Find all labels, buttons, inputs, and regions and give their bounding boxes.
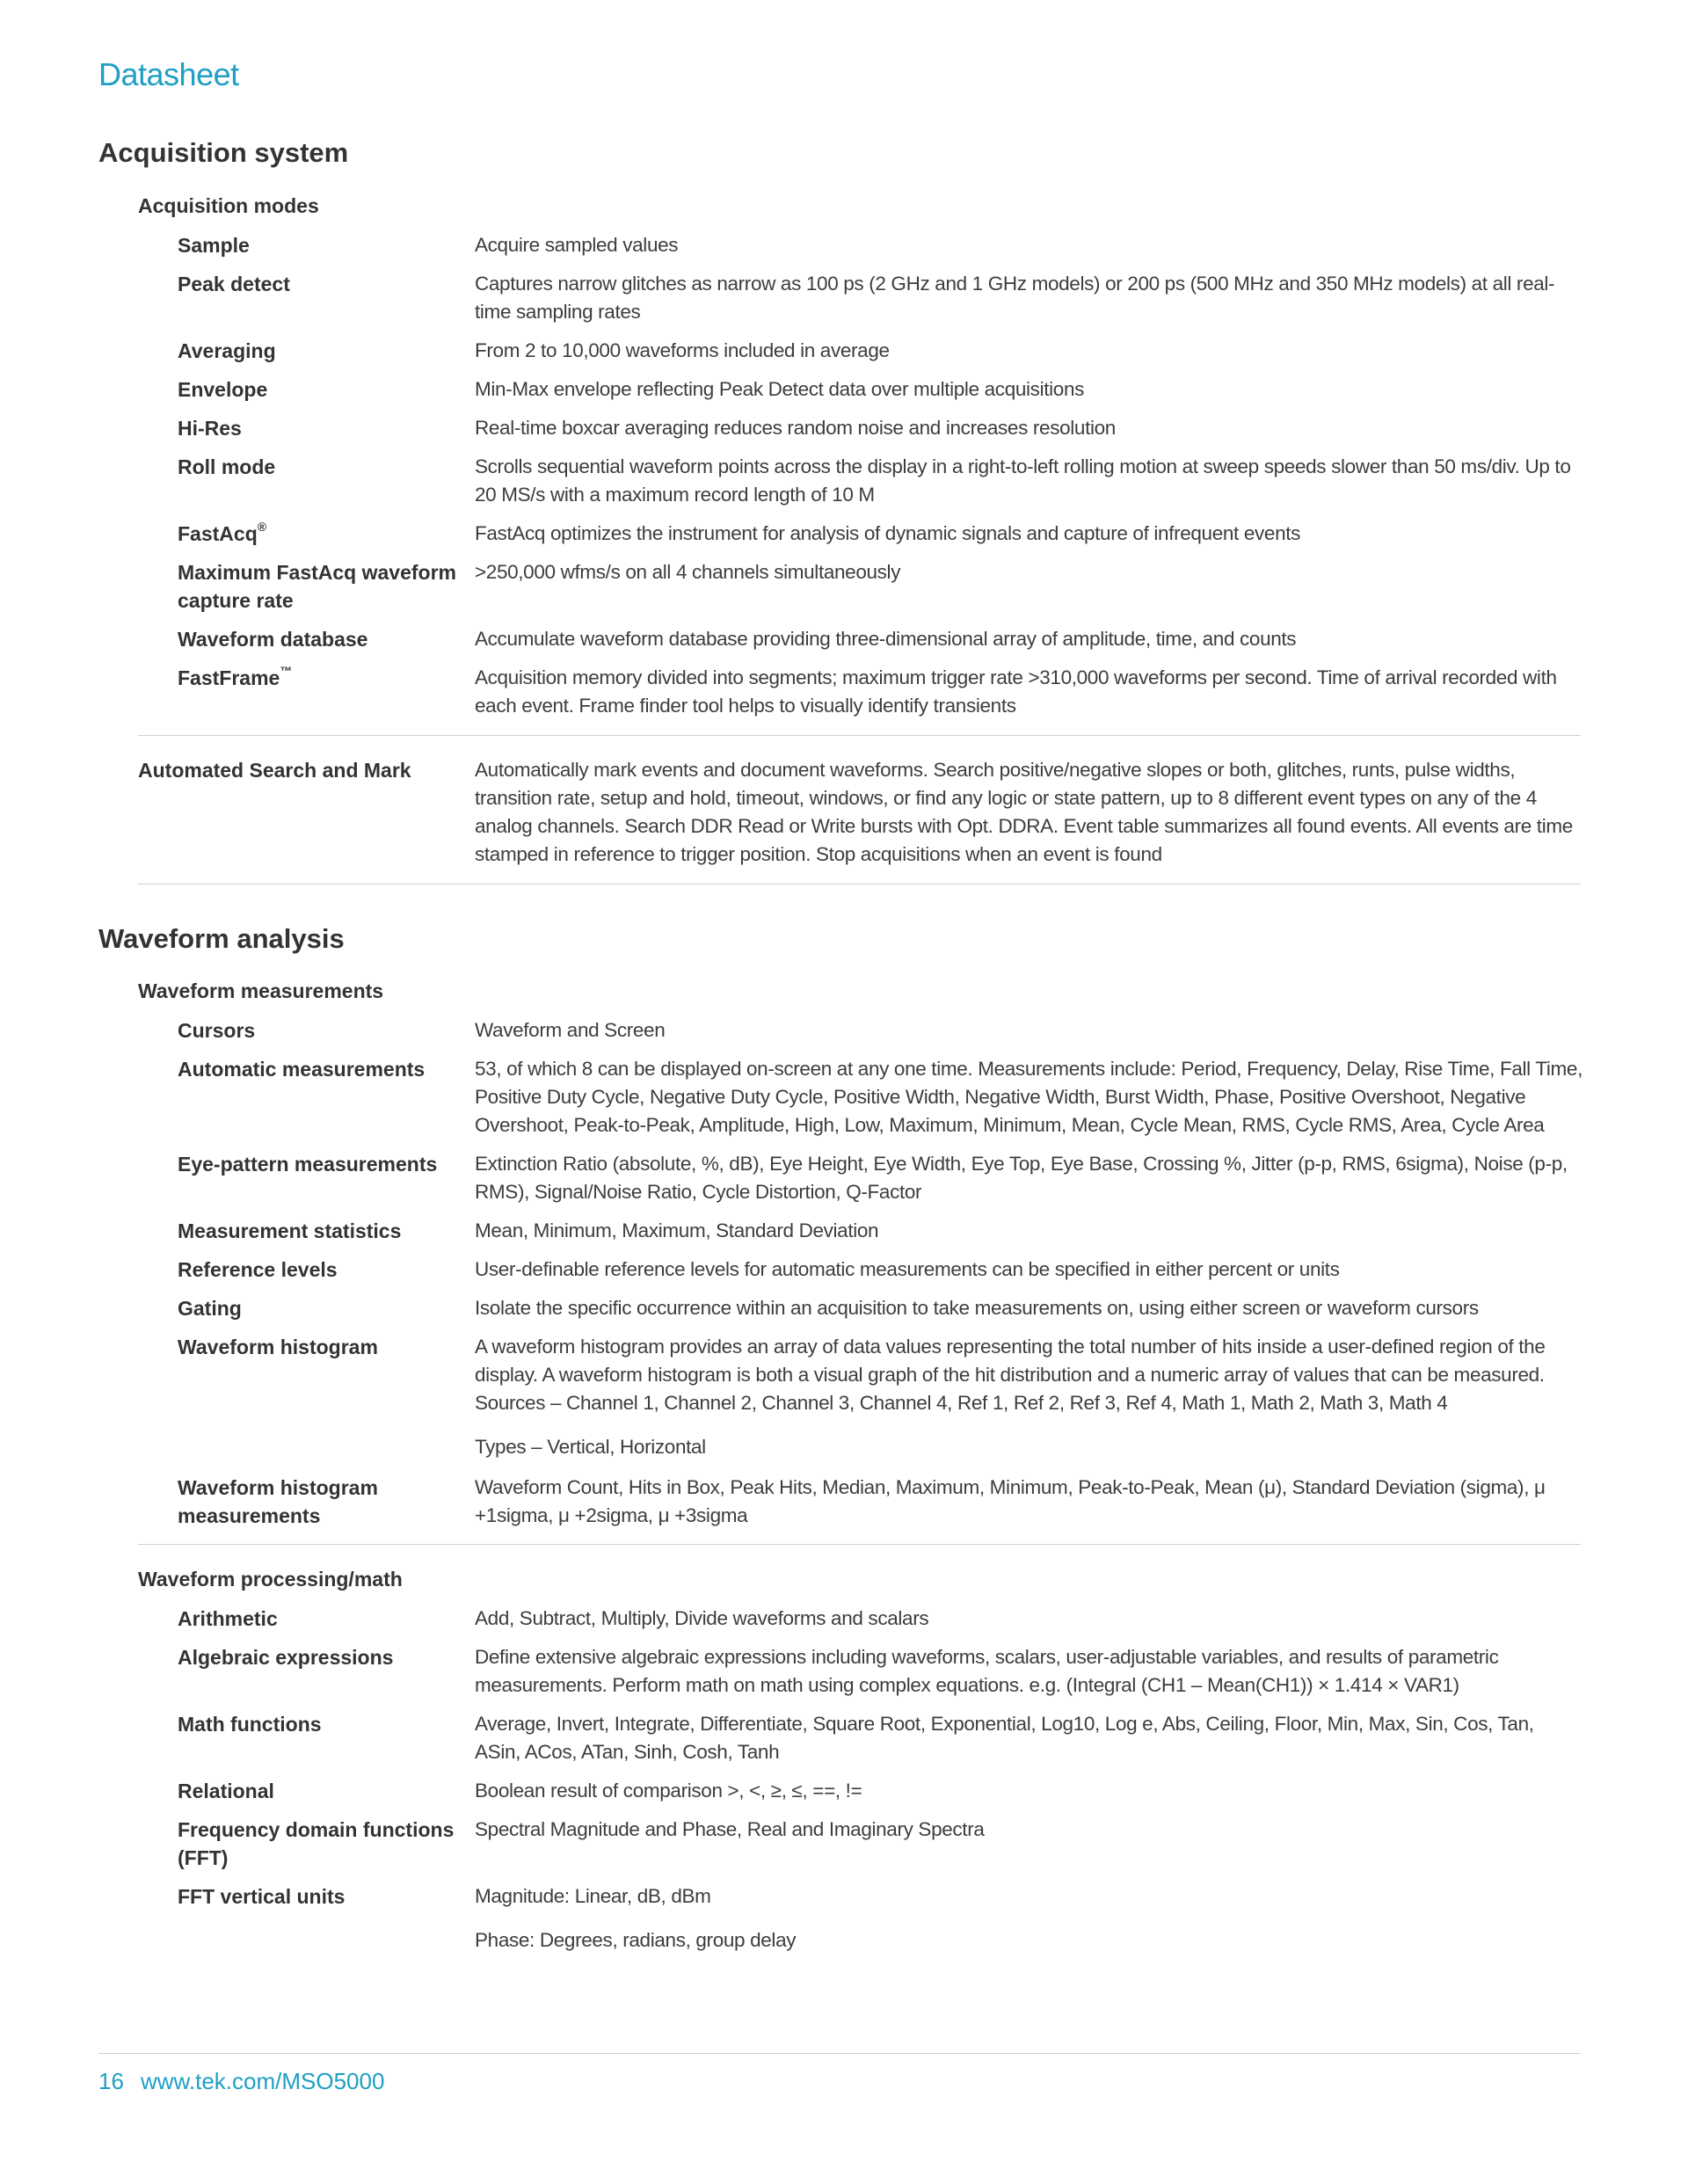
spec-label: Relational (178, 1780, 274, 1802)
spec-label: Waveform histogram (178, 1336, 378, 1358)
section-title-waveform-analysis: Waveform analysis (98, 923, 345, 954)
spec-value: Boolean result of comparison >, <, ≥, ≤, ==, != (475, 1780, 862, 1802)
page-number: 16 (98, 2068, 124, 2094)
spec-value: Extinction Ratio (absolute, %, dB), Eye Height, Eye Width, Eye Top, Eye Base, Crossing %, Jitter (p-p, RMS, 6sigma), Noise (p-p, RMS), Signal/Noise Ratio, Cycle Distortion, Q-Factor (475, 1153, 1568, 1203)
spec-value: Min-Max envelope reflecting Peak Detect data over multiple acquisitions (475, 378, 1085, 400)
spec-value: Add, Subtract, Multiply, Divide waveforms and scalars (475, 1607, 929, 1629)
spec-value-paragraph: A waveform histogram provides an array of data values representing the total number of hits inside a user-defined region of the display. A waveform histogram is both a visual graph of the hit distribution and a numeric array of values that can be measured. Sources – Channel 1, Channel 2, Channel 3, Channel 4, Ref 1, Ref 2, Ref 3, Ref 4, Math 1, Math 2, Math 3, Math 4 (475, 1336, 1546, 1414)
spec-value: Define extensive algebraic expressions including waveforms, scalars, user-adjustable variables, and results of parametric measurements. Perform math on math using complex equations. e.g. (Integral (CH1 – Mean(CH1)) × 1.414 × VAR1) (475, 1646, 1499, 1696)
spec-value: >250,000 wfms/s on all 4 channels simultaneously (475, 561, 901, 583)
spec-label: Envelope (178, 378, 268, 401)
spec-label (178, 520, 459, 548)
spec-value: FastAcq optimizes the instrument for analysis of dynamic signals and capture of infrequent events (475, 522, 1301, 544)
spec-value: Waveform and Screen (475, 1019, 666, 1041)
spec-label: Hi-Res (178, 417, 242, 440)
spec-label: Eye-pattern measurements (178, 1153, 438, 1176)
spec-value: Spectral Magnitude and Phase, Real and Imaginary Spectra (475, 1818, 985, 1840)
spec-label: Arithmetic (178, 1607, 278, 1630)
trademark-mark: ™ (280, 664, 293, 679)
spec-label: Frequency domain functions (FFT) (178, 1818, 455, 1869)
spec-label: Automatic measurements (178, 1058, 426, 1081)
spec-value: Automatically mark events and document waveforms. Search positive/negative slopes or both, glitches, runts, pulse widths, transition rate, setup and hold, timeout, windows, or find any logic or state pattern, up to 8 different event types on any of the 4 analog channels. Search DDR Read or Write bursts with Opt. DDRA. Event table summarizes all found events. All events are time stamped in reference to trigger position. Stop acquisitions when an event is found (475, 759, 1573, 865)
spec-label: Gating (178, 1297, 242, 1320)
spec-label: FFT vertical units (178, 1885, 346, 1908)
spec-value (475, 1333, 1582, 1461)
spec-label: Math functions (178, 1713, 322, 1736)
spec-value: Accumulate waveform database providing three-dimensional array of amplitude, time, and counts (475, 628, 1297, 650)
spec-value: Acquire sampled values (475, 234, 679, 256)
spec-label: Waveform histogram measurements (178, 1476, 378, 1527)
divider (138, 735, 1581, 736)
group-title-acquisition-modes: Acquisition modes (138, 194, 319, 217)
spec-label: Algebraic expressions (178, 1646, 394, 1669)
spec-value: Scrolls sequential waveform points across the display in a right-to-left rolling motion at sweep speeds slower than 50 ms/div. Up to 20 MS/s with a maximum record length of 10 M (475, 455, 1571, 506)
spec-label: Sample (178, 234, 250, 257)
spec-value: Acquisition memory divided into segments; maximum trigger rate >310,000 waveforms per second. Time of arrival recorded with each event. Frame finder tool helps to visually identify transients (475, 666, 1557, 717)
spec-value (475, 1882, 1582, 1955)
spec-value-paragraph: Phase: Degrees, radians, group delay (475, 1929, 797, 1951)
spec-value: Waveform Count, Hits in Box, Peak Hits, Median, Maximum, Minimum, Peak-to-Peak, Mean (μ), Standard Deviation (sigma), μ +1sigma, μ +2sigma, μ +3sigma (475, 1476, 1546, 1526)
divider (138, 884, 1581, 885)
spec-value: User-definable reference levels for automatic measurements can be specified in either percent or units (475, 1258, 1340, 1280)
spec-label-text: FastFrame (178, 666, 280, 689)
spec-label: Waveform database (178, 628, 368, 651)
group-title-waveform-processing: Waveform processing/math (138, 1568, 403, 1591)
spec-value: Real-time boxcar averaging reduces random noise and increases resolution (475, 417, 1116, 439)
spec-label-text: FastAcq (178, 522, 258, 545)
spec-value-paragraph: Types – Vertical, Horizontal (475, 1436, 706, 1458)
spec-label: Peak detect (178, 273, 290, 295)
spec-value: From 2 to 10,000 waveforms included in average (475, 339, 890, 361)
registered-mark: ® (257, 520, 267, 535)
spec-value: Mean, Minimum, Maximum, Standard Deviation (475, 1219, 879, 1241)
spec-label: Maximum FastAcq waveform capture rate (178, 561, 456, 612)
footer-rule (98, 2053, 1581, 2054)
spec-label (178, 664, 459, 692)
spec-label: Cursors (178, 1019, 256, 1042)
spec-label: Averaging (178, 339, 276, 362)
spec-value: Average, Invert, Integrate, Differentiate, Square Root, Exponential, Log10, Log e, Abs, Ceiling, Floor, Min, Max, Sin, Cos, Tan, ASin, ACos, ATan, Sinh, Cosh, Tanh (475, 1713, 1534, 1763)
divider (138, 1544, 1581, 1545)
spec-value: Captures narrow glitches as narrow as 100 ps (2 GHz and 1 GHz models) or 200 ps (500 MHz and 350 MHz models) at all real-time sampling rates (475, 273, 1555, 323)
spec-value: Isolate the specific occurrence within an acquisition to take measurements on, using either screen or waveform cursors (475, 1297, 1479, 1319)
section-title-acquisition: Acquisition system (98, 137, 349, 168)
spec-label: Automated Search and Mark (138, 759, 411, 782)
group-title-waveform-measurements: Waveform measurements (138, 979, 384, 1002)
spec-value: 53, of which 8 can be displayed on-screen at any one time. Measurements include: Period, Frequency, Delay, Rise Time, Fall Time, Positive Duty Cycle, Negative Duty Cycle, Positive Width, Negative Width, Burst Width, Phase, Positive Overshoot, Negative Overshoot, Peak-to-Peak, Amplitude, High, Low, Maximum, Minimum, Mean, Cycle Mean, RMS, Cycle RMS, Area, Cycle Area (475, 1058, 1582, 1136)
spec-label: Measurement statistics (178, 1219, 402, 1242)
doc-header-title: Datasheet (98, 56, 239, 92)
spec-label: Reference levels (178, 1258, 338, 1281)
footer-url-link[interactable]: www.tek.com/MSO5000 (141, 2068, 385, 2094)
spec-label: Roll mode (178, 455, 276, 478)
spec-value-paragraph: Magnitude: Linear, dB, dBm (475, 1885, 711, 1907)
